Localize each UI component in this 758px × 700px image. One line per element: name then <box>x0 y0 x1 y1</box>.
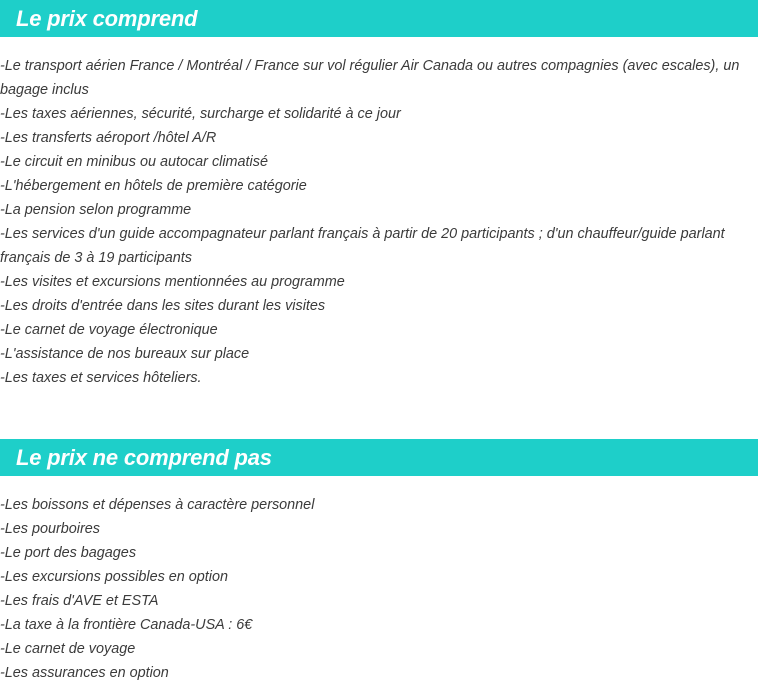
included-item: -La pension selon programme <box>0 202 192 218</box>
included-item: -Le carnet de voyage électronique <box>0 322 218 338</box>
included-item: -Les services d'un guide accompagnateur parlant français à partir de 20 participants ; d'un chauffeur/guide parlant français de 3 à 19 participants <box>0 226 725 266</box>
included-banner <box>0 0 758 37</box>
excluded-item: -Le port des bagages <box>0 545 137 561</box>
excluded-item: -Les excursions possibles en option <box>0 569 228 585</box>
included-item: -Le circuit en minibus ou autocar climatisé <box>0 154 268 170</box>
included-item: -L'assistance de nos bureaux sur place <box>0 346 250 362</box>
excluded-item: -Les boissons et dépenses à caractère personnel <box>0 497 315 513</box>
excluded-item: -La taxe à la frontière Canada-USA : 6€ <box>0 617 253 633</box>
excluded-item: -Les assurances en option <box>0 665 169 681</box>
excluded-list <box>0 493 745 685</box>
included-title: Le prix comprend <box>16 6 198 31</box>
excluded-banner <box>0 439 758 476</box>
excluded-item: -Le carnet de voyage <box>0 641 136 657</box>
included-item: -L'hébergement en hôtels de première catégorie <box>0 178 307 194</box>
excluded-section <box>0 439 758 685</box>
excluded-item: -Les frais d'AVE et ESTA <box>0 593 159 609</box>
included-item: -Le transport aérien France / Montréal / France sur vol régulier Air Canada ou autres compagnies (avec escales), un bagage inclus <box>0 58 740 98</box>
included-item: -Les visites et excursions mentionnées au programme <box>0 274 345 290</box>
included-list <box>0 54 745 390</box>
included-item: -Les droits d'entrée dans les sites durant les visites <box>0 298 326 314</box>
excluded-item: -Les pourboires <box>0 521 100 537</box>
included-item: -Les taxes et services hôteliers. <box>0 370 202 386</box>
included-item: -Les taxes aériennes, sécurité, surcharge et solidarité à ce jour <box>0 106 401 122</box>
excluded-title: Le prix ne comprend pas <box>16 445 272 470</box>
included-item: -Les transferts aéroport /hôtel A/R <box>0 130 217 146</box>
